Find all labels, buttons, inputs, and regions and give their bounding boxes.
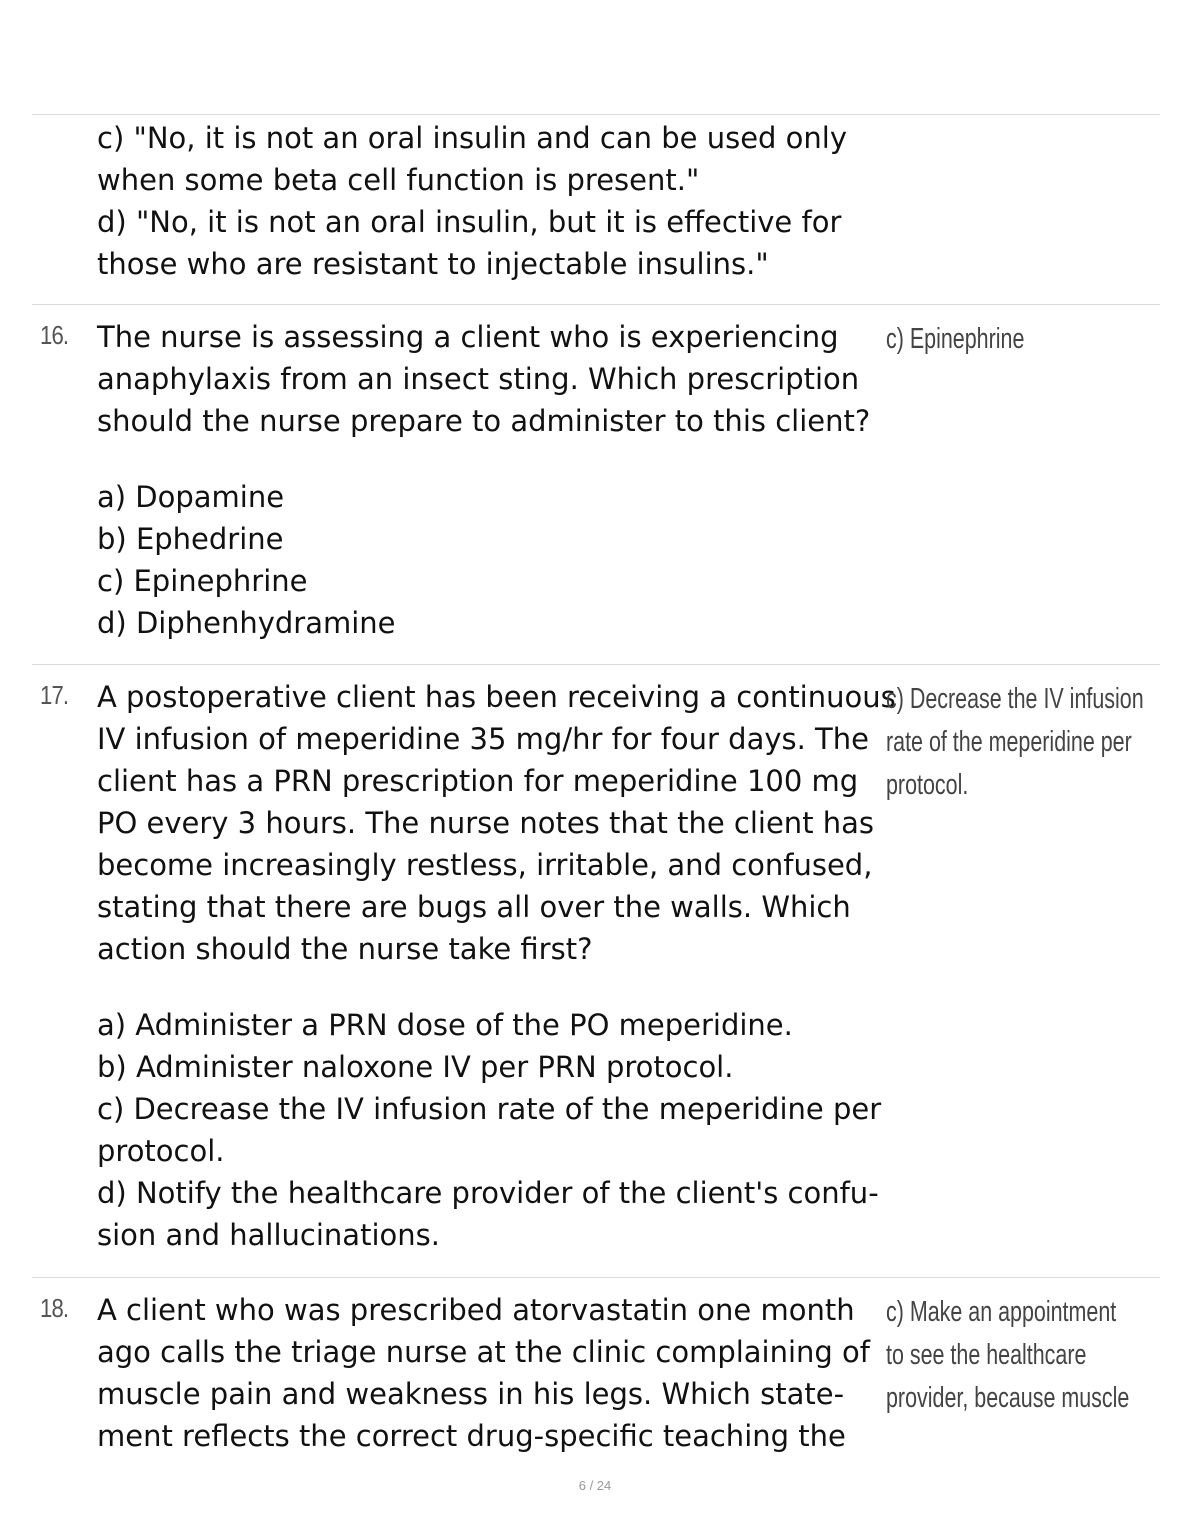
option-line: protocol. — [97, 1134, 225, 1168]
question-16-text — [97, 316, 877, 644]
option-line: d) Notify the healthcare provider of the client's confu- — [97, 1176, 879, 1210]
stem-line: action should the nurse take first? — [97, 932, 593, 966]
answer-17 — [886, 678, 1144, 807]
stem-line: become increasingly restless, irritable, and confused, — [97, 848, 873, 882]
stem-line: muscle pain and weakness in his legs. Which state- — [97, 1377, 845, 1411]
answer-line: rate of the meperidine per — [886, 726, 1132, 758]
option-line: those who are resistant to injectable insulins." — [97, 247, 769, 281]
answer-16 — [886, 318, 1108, 361]
question-15-options — [97, 117, 877, 285]
option-line: sion and hallucinations. — [97, 1218, 440, 1252]
divider-q16 — [32, 304, 1160, 305]
option-line: d) "No, it is not an oral insulin, but it is effective for — [97, 205, 842, 239]
answer-line: c) Make an appointment — [886, 1296, 1117, 1328]
answer-line: to see the healthcare — [886, 1339, 1087, 1371]
divider-q17 — [32, 664, 1160, 665]
option-line: c) Decrease the IV infusion rate of the meperidine per — [97, 1092, 882, 1126]
stem-line: client has a PRN prescription for meperidine 100 mg — [97, 764, 859, 798]
divider-q18 — [32, 1277, 1160, 1278]
stem-line: IV infusion of meperidine 35 mg/hr for four days. The — [97, 722, 869, 756]
option-line: a) Dopamine — [97, 480, 285, 514]
stem-line: A client who was prescribed atorvastatin one month — [97, 1293, 855, 1327]
page-number: 6 / 24 — [578, 1478, 612, 1493]
stem-line: ago calls the triage nurse at the clinic complaining of — [97, 1335, 871, 1369]
stem-line: PO every 3 hours. The nurse notes that the client has — [97, 806, 875, 840]
option-line: c) "No, it is not an oral insulin and can be used only — [97, 121, 848, 155]
question-number: 17. — [40, 680, 69, 710]
stem-line: anaphylaxis from an insect sting. Which prescription — [97, 362, 860, 396]
option-line: b) Ephedrine — [97, 522, 284, 556]
question-number: 16. — [40, 320, 69, 350]
option-line: a) Administer a PRN dose of the PO meperidine. — [97, 1008, 793, 1042]
answer-line: provider, because muscle — [886, 1382, 1130, 1414]
divider-top — [32, 114, 1160, 115]
question-18-text — [97, 1289, 877, 1457]
answer-line: protocol. — [886, 769, 969, 801]
option-line: c) Epinephrine — [97, 564, 308, 598]
answer-line: c) Epinephrine — [886, 323, 1025, 355]
option-line: d) Diphenhydramine — [97, 606, 396, 640]
stem-line: ment reflects the correct drug-specific teaching the — [97, 1419, 846, 1453]
question-number: 18. — [40, 1293, 69, 1323]
answer-18 — [886, 1291, 1130, 1420]
stem-line: should the nurse prepare to administer to this client? — [97, 404, 871, 438]
question-17-text — [97, 676, 896, 1256]
stem-line: stating that there are bugs all over the walls. Which — [97, 890, 851, 924]
stem-line: A postoperative client has been receiving a continuous — [97, 680, 896, 714]
answer-line: c) Decrease the IV infusion — [886, 683, 1144, 715]
option-line: when some beta cell function is present." — [97, 163, 700, 197]
stem-line: The nurse is assessing a client who is experiencing — [97, 320, 839, 354]
option-line: b) Administer naloxone IV per PRN protocol. — [97, 1050, 734, 1084]
